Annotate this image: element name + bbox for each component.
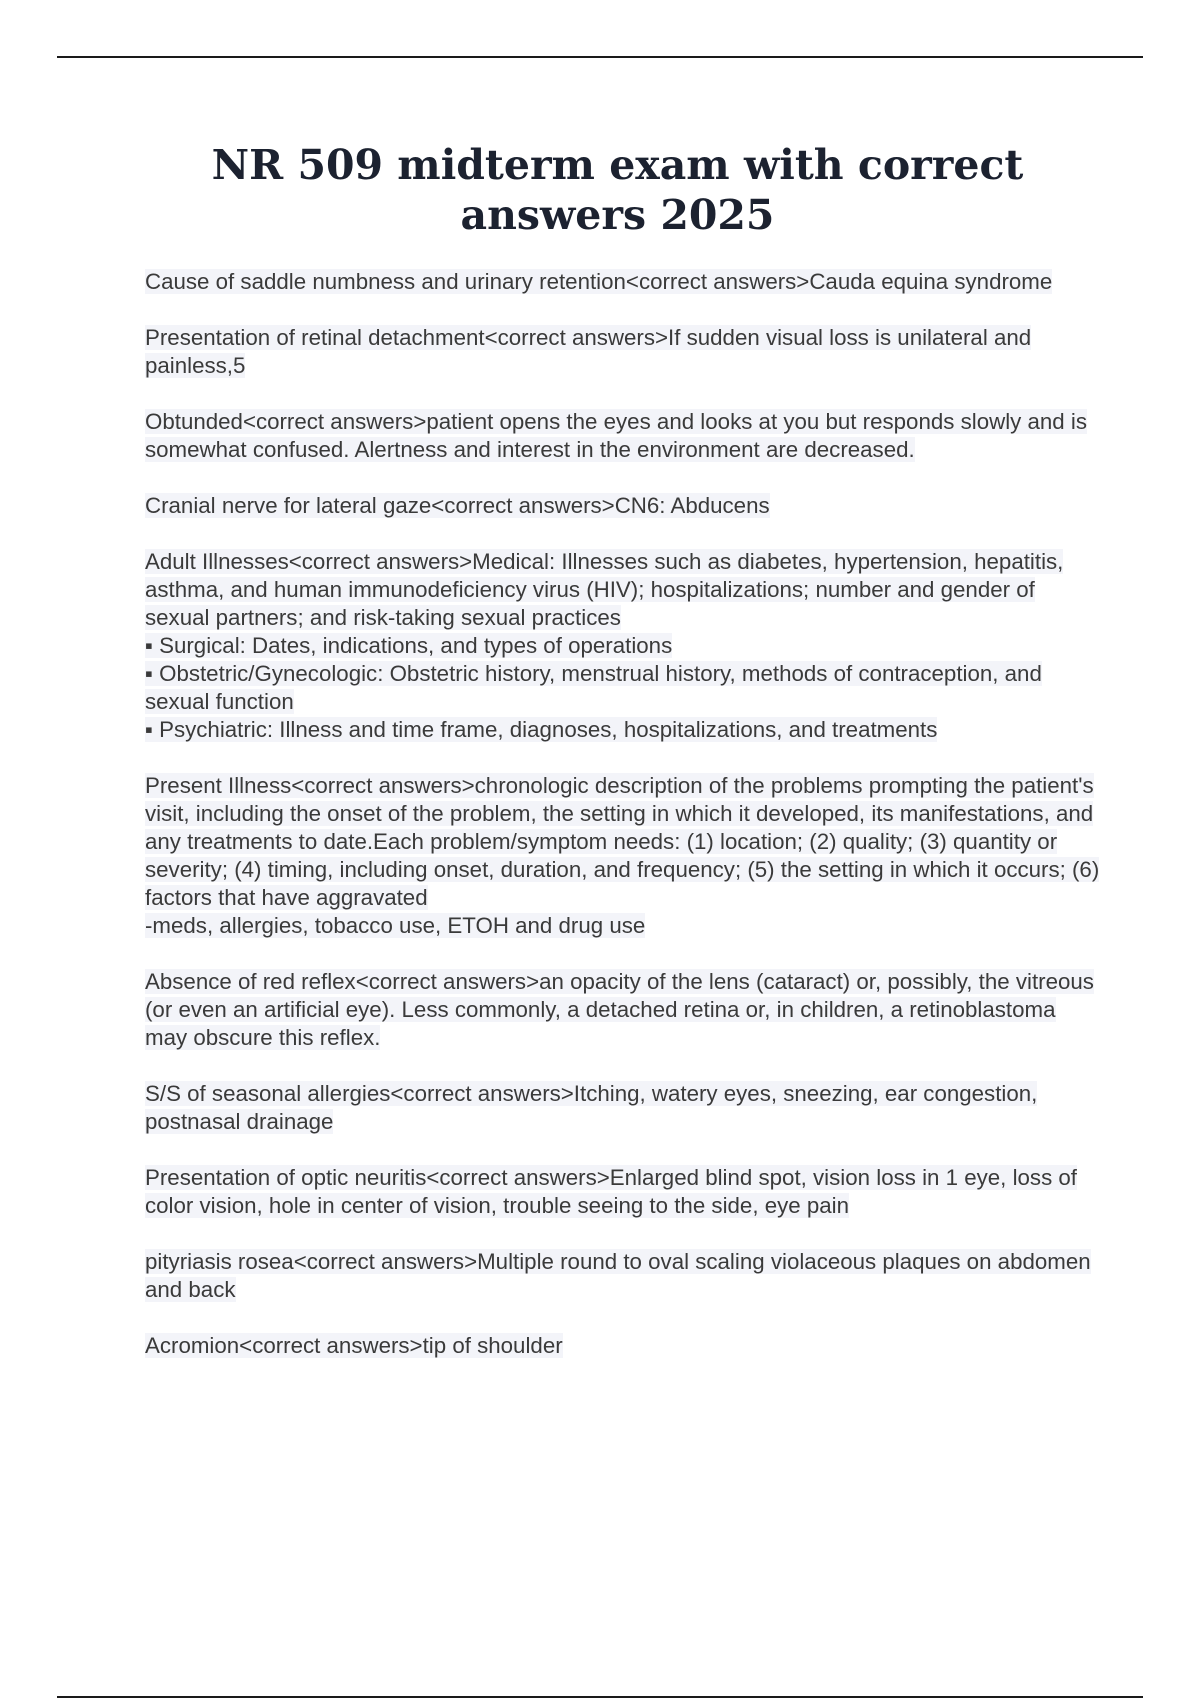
bottom-rule bbox=[57, 1696, 1143, 1698]
qa-item-text: Acromion<correct answers>tip of shoulder bbox=[145, 1333, 563, 1358]
qa-list bbox=[145, 268, 1100, 1388]
qa-item bbox=[145, 408, 1100, 464]
qa-item-text: Presentation of retinal detachment<correct answers>If sudden visual loss is unilateral and painless,5 bbox=[145, 325, 1032, 378]
top-rule bbox=[57, 56, 1143, 58]
qa-item-text: S/S of seasonal allergies<correct answers>Itching, watery eyes, sneezing, ear congestion, postnasal drainage bbox=[145, 1081, 1038, 1134]
qa-item-text: Cranial nerve for lateral gaze<correct answers>CN6: Abducens bbox=[145, 493, 770, 518]
qa-item bbox=[145, 268, 1100, 296]
qa-item bbox=[145, 492, 1100, 520]
qa-item bbox=[145, 1164, 1100, 1220]
qa-item bbox=[145, 548, 1100, 744]
qa-item-text: Cause of saddle numbness and urinary retention<correct answers>Cauda equina syndrome bbox=[145, 269, 1053, 294]
qa-item bbox=[145, 1080, 1100, 1136]
qa-item bbox=[145, 1248, 1100, 1304]
qa-item bbox=[145, 968, 1100, 1052]
qa-item-text: Absence of red reflex<correct answers>an opacity of the lens (cataract) or, possibly, the vitreous (or even an artificial eye). Less commonly, a detached retina or, in children, a retinoblastoma may obscure this reflex. bbox=[145, 969, 1094, 1050]
qa-item-text: Obtunded<correct answers>patient opens the eyes and looks at you but responds slowly and is somewhat confused. Alertness and interest in the environment are decreased. bbox=[145, 409, 1087, 462]
qa-item-text: Adult Illnesses<correct answers>Medical: Illnesses such as diabetes, hypertension, hepatitis, asthma, and human immunodeficiency virus (HIV); hospitalizations; number and gender of sexual partners; and risk-taking sexual practices ▪ Surgical: Dates, indications, and types of operations ▪ Obstetric/Gynecologic: Obstetric history, menstrual history, methods of contraception, and sexual function ▪ Psychiatric: Illness and time frame, diagnoses, hospitalizations, and treatments bbox=[145, 549, 1064, 742]
qa-item bbox=[145, 324, 1100, 380]
qa-item-text: pityriasis rosea<correct answers>Multiple round to oval scaling violaceous plaques on abdomen and back bbox=[145, 1249, 1091, 1302]
qa-item-text: Present Illness<correct answers>chronologic description of the problems prompting the patient's visit, including the onset of the problem, the setting in which it developed, its manifestations, and any treatments to date.Each problem/symptom needs: (1) location; (2) quality; (3) quantity or severity; (4) timing, including onset, duration, and frequency; (5) the setting in which it occurs; (6) factors that have aggravated -meds, allergies, tobacco use, ETOH and drug use bbox=[145, 773, 1100, 938]
qa-item-text: Presentation of optic neuritis<correct answers>Enlarged blind spot, vision loss in 1 eye, loss of color vision, hole in center of vision, trouble seeing to the side, eye pain bbox=[145, 1165, 1078, 1218]
document-title: NR 509 midterm exam with correct answers 2025 bbox=[211, 141, 1024, 239]
qa-item bbox=[145, 772, 1100, 940]
qa-item bbox=[145, 1332, 1100, 1360]
